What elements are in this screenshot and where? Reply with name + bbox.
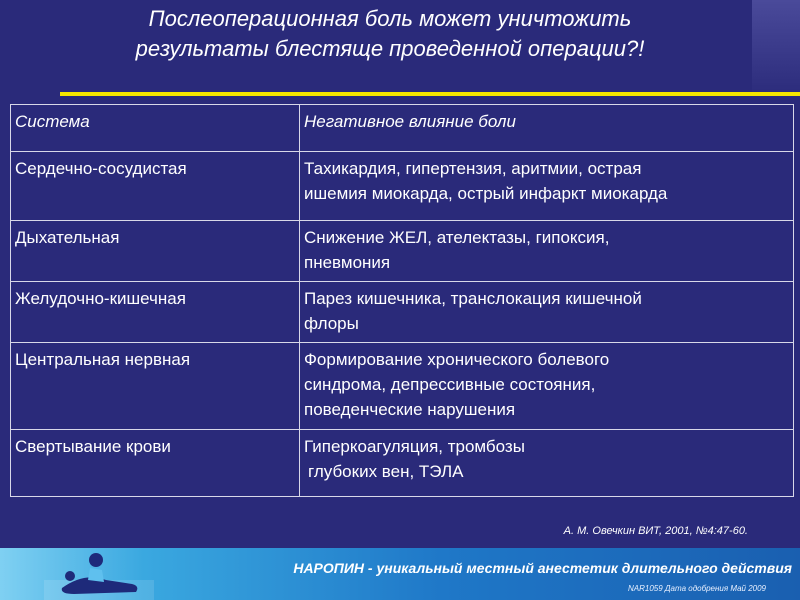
row-effect — [300, 343, 794, 430]
reclining-figure-logo-icon — [44, 550, 154, 600]
effect-line: Парез кишечника, транслокация кишечной — [304, 289, 642, 308]
header-effect: Негативное влияние боли — [300, 105, 794, 152]
row-system: Центральная нервная — [11, 343, 300, 430]
row-effect — [300, 221, 794, 282]
title-divider — [60, 92, 800, 96]
row-system: Дыхательная — [11, 221, 300, 282]
table-row — [11, 343, 794, 430]
table-row — [11, 221, 794, 282]
title-line-2: результаты блестяще проведенной операции?! — [135, 36, 645, 61]
table-header-row — [11, 105, 794, 152]
footer-note: NAR1059 Дата одобрения Май 2009 — [628, 584, 766, 593]
effect-line: Тахикардия, гипертензия, аритмии, острая — [304, 159, 642, 178]
row-system: Желудочно-кишечная — [11, 282, 300, 343]
effect-line: Гиперкоагуляция, тромбозы — [304, 437, 525, 456]
row-system: Свертывание крови — [11, 430, 300, 497]
citation: А. М. Овечкин ВИТ, 2001, №4:47-60. — [563, 525, 748, 537]
effect-line: глубоких вен, ТЭЛА — [308, 462, 464, 481]
side-strip — [752, 0, 800, 100]
header-system: Система — [11, 105, 300, 152]
effect-line: поведенческие нарушения — [304, 400, 516, 419]
table-row — [11, 430, 794, 497]
footer-bar — [0, 548, 800, 600]
title-line-1: Послеоперационная боль может уничтожить — [148, 6, 632, 31]
effect-line: ишемия миокарда, острый инфаркт миокарда — [304, 184, 668, 203]
slide-title — [70, 4, 710, 64]
effect-line: синдрома, депрессивные состояния, — [304, 375, 596, 394]
row-effect — [300, 152, 794, 221]
effect-line: Формирование хронического болевого — [304, 350, 610, 369]
effect-line: пневмония — [304, 253, 391, 272]
pain-effects-table — [10, 104, 794, 497]
row-system: Сердечно-сосудистая — [11, 152, 300, 221]
effect-line: флоры — [304, 314, 359, 333]
table-row — [11, 282, 794, 343]
row-effect — [300, 430, 794, 497]
effect-line: Снижение ЖЕЛ, ателектазы, гипоксия, — [304, 228, 610, 247]
row-effect — [300, 282, 794, 343]
table-row — [11, 152, 794, 221]
footer-title: НАРОПИН - уникальный местный анестетик длительного действия — [293, 560, 792, 576]
